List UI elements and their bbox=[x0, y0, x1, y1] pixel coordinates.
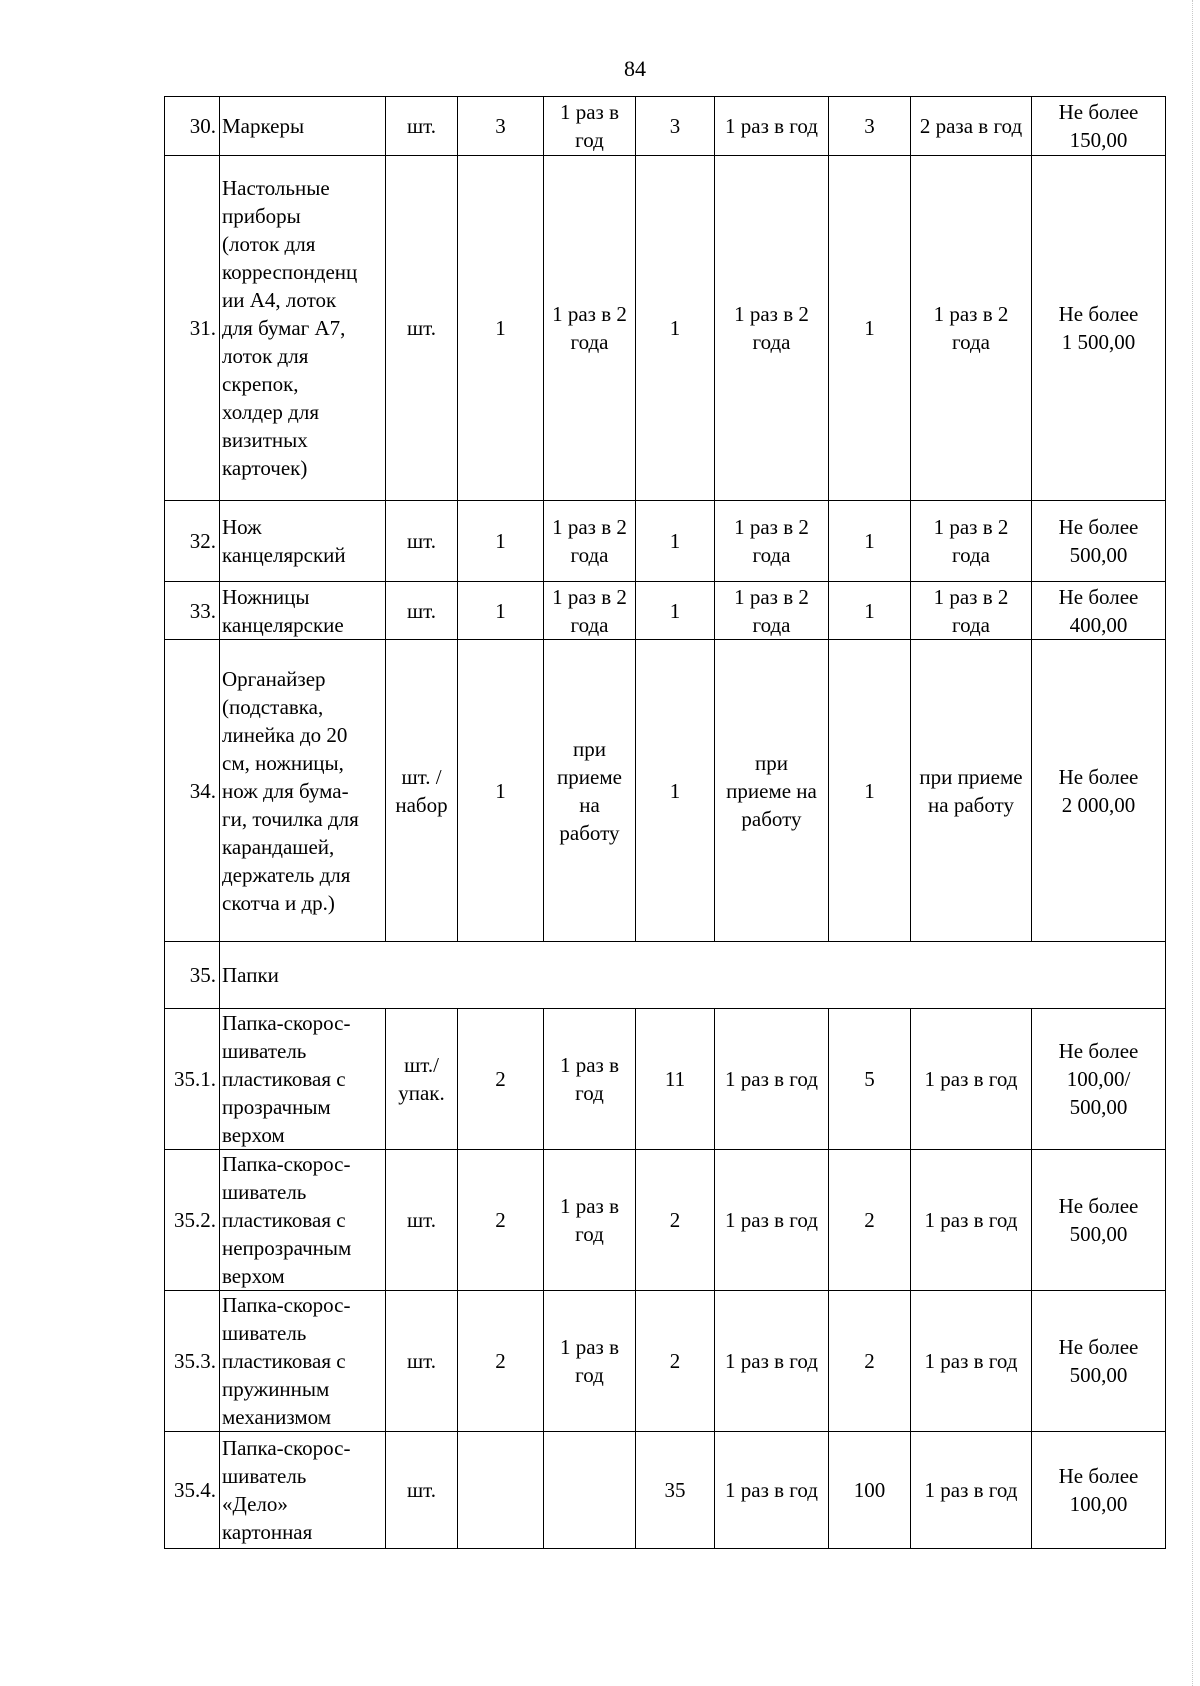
table-row bbox=[165, 640, 1166, 942]
quantity-2: 35 bbox=[636, 1432, 715, 1549]
quantity-1: 1 bbox=[458, 582, 544, 640]
period-1: при приеме на работу bbox=[544, 640, 636, 942]
row-number: 30. bbox=[165, 97, 220, 156]
item-name: Маркеры bbox=[220, 97, 386, 156]
quantity-3: 2 bbox=[829, 1150, 911, 1291]
item-name: Папка-скорос- шиватель пластиковая с прозрачным верхом bbox=[220, 1009, 386, 1150]
quantity-1: 1 bbox=[458, 640, 544, 942]
row-number: 35.2. bbox=[165, 1150, 220, 1291]
table-row bbox=[165, 1432, 1166, 1549]
price-limit: Не более 100,00/ 500,00 bbox=[1032, 1009, 1166, 1150]
unit: шт. bbox=[386, 156, 458, 501]
item-name: Ножницы канцелярские bbox=[220, 582, 386, 640]
price-limit: Не более 150,00 bbox=[1032, 97, 1166, 156]
item-name: Папка-скорос- шиватель пластиковая с непрозрачным верхом bbox=[220, 1150, 386, 1291]
quantity-3: 2 bbox=[829, 1291, 911, 1432]
quantity-2: 2 bbox=[636, 1150, 715, 1291]
item-name: Папка-скорос- шиватель «Дело» картонная bbox=[220, 1432, 386, 1549]
page-number: 84 bbox=[624, 56, 646, 81]
price-limit: Не более 100,00 bbox=[1032, 1432, 1166, 1549]
quantity-1: 2 bbox=[458, 1150, 544, 1291]
quantity-3: 1 bbox=[829, 640, 911, 942]
quantity-3: 1 bbox=[829, 501, 911, 582]
table-row bbox=[165, 1150, 1166, 1291]
row-number: 35.3. bbox=[165, 1291, 220, 1432]
period-2: 1 раз в 2 года bbox=[715, 501, 829, 582]
quantity-1: 1 bbox=[458, 501, 544, 582]
period-1: 1 раз в год bbox=[544, 1009, 636, 1150]
unit: шт. bbox=[386, 97, 458, 156]
unit: шт. bbox=[386, 582, 458, 640]
period-2: 1 раз в год bbox=[715, 1009, 829, 1150]
unit: шт. bbox=[386, 501, 458, 582]
period-2: 1 раз в 2 года bbox=[715, 156, 829, 501]
period-3: 1 раз в год bbox=[911, 1432, 1032, 1549]
row-number: 35.4. bbox=[165, 1432, 220, 1549]
quantity-2: 1 bbox=[636, 156, 715, 501]
item-name: Органайзер (подставка, линейка до 20 см, ножницы, нож для бума- ги, точилка для карандашей, держатель для скотча и др.) bbox=[220, 640, 386, 942]
unit: шт./ упак. bbox=[386, 1009, 458, 1150]
table-row bbox=[165, 1009, 1166, 1150]
quantity-1: 2 bbox=[458, 1291, 544, 1432]
period-2: 1 раз в год bbox=[715, 1150, 829, 1291]
row-number: 33. bbox=[165, 582, 220, 640]
period-2: 1 раз в год bbox=[715, 1432, 829, 1549]
row-number: 34. bbox=[165, 640, 220, 942]
period-3: 1 раз в 2 года bbox=[911, 501, 1032, 582]
quantity-2: 2 bbox=[636, 1291, 715, 1432]
period-1: 1 раз в год bbox=[544, 1291, 636, 1432]
period-3: 1 раз в 2 года bbox=[911, 582, 1032, 640]
quantity-3: 3 bbox=[829, 97, 911, 156]
quantity-2: 1 bbox=[636, 582, 715, 640]
section-title: Папки bbox=[220, 942, 1166, 1009]
quantity-3: 1 bbox=[829, 156, 911, 501]
period-1: 1 раз в 2 года bbox=[544, 582, 636, 640]
table-row bbox=[165, 501, 1166, 582]
quantity-1 bbox=[458, 1432, 544, 1549]
period-3: 1 раз в 2 года bbox=[911, 156, 1032, 501]
item-name: Настольные приборы (лоток для корреспонденц ии А4, лоток для бумаг А7, лоток для скрепок, холдер для визитных карточек) bbox=[220, 156, 386, 501]
quantity-1: 3 bbox=[458, 97, 544, 156]
row-number: 35. bbox=[165, 942, 220, 1009]
unit: шт. / набор bbox=[386, 640, 458, 942]
table-row bbox=[165, 97, 1166, 156]
price-limit: Не более 400,00 bbox=[1032, 582, 1166, 640]
quantity-2: 3 bbox=[636, 97, 715, 156]
supplies-table bbox=[164, 96, 1166, 1549]
quantity-2: 11 bbox=[636, 1009, 715, 1150]
period-3: при приеме на работу bbox=[911, 640, 1032, 942]
table-row bbox=[165, 156, 1166, 501]
quantity-3: 5 bbox=[829, 1009, 911, 1150]
unit: шт. bbox=[386, 1432, 458, 1549]
row-number: 31. bbox=[165, 156, 220, 501]
price-limit: Не более 1 500,00 bbox=[1032, 156, 1166, 501]
period-2: при приеме на работу bbox=[715, 640, 829, 942]
quantity-1: 1 bbox=[458, 156, 544, 501]
period-1: 1 раз в год bbox=[544, 97, 636, 156]
price-limit: Не более 500,00 bbox=[1032, 501, 1166, 582]
price-limit: Не более 500,00 bbox=[1032, 1150, 1166, 1291]
item-name: Папка-скорос- шиватель пластиковая с пружинным механизмом bbox=[220, 1291, 386, 1432]
scan-edge bbox=[1192, 0, 1194, 1686]
period-3: 1 раз в год bbox=[911, 1291, 1032, 1432]
period-3: 1 раз в год bbox=[911, 1009, 1032, 1150]
period-2: 1 раз в 2 года bbox=[715, 582, 829, 640]
unit: шт. bbox=[386, 1291, 458, 1432]
item-name: Нож канцелярский bbox=[220, 501, 386, 582]
quantity-3: 100 bbox=[829, 1432, 911, 1549]
period-2: 1 раз в год bbox=[715, 97, 829, 156]
period-1: 1 раз в 2 года bbox=[544, 501, 636, 582]
quantity-2: 1 bbox=[636, 501, 715, 582]
price-limit: Не более 500,00 bbox=[1032, 1291, 1166, 1432]
section-row bbox=[165, 942, 1166, 1009]
quantity-1: 2 bbox=[458, 1009, 544, 1150]
table-row bbox=[165, 1291, 1166, 1432]
price-limit: Не более 2 000,00 bbox=[1032, 640, 1166, 942]
period-1: 1 раз в 2 года bbox=[544, 156, 636, 501]
period-3: 1 раз в год bbox=[911, 1150, 1032, 1291]
row-number: 35.1. bbox=[165, 1009, 220, 1150]
period-1: 1 раз в год bbox=[544, 1150, 636, 1291]
quantity-3: 1 bbox=[829, 582, 911, 640]
unit: шт. bbox=[386, 1150, 458, 1291]
row-number: 32. bbox=[165, 501, 220, 582]
period-2: 1 раз в год bbox=[715, 1291, 829, 1432]
table-row bbox=[165, 582, 1166, 640]
period-3: 2 раза в год bbox=[911, 97, 1032, 156]
period-1 bbox=[544, 1432, 636, 1549]
quantity-2: 1 bbox=[636, 640, 715, 942]
